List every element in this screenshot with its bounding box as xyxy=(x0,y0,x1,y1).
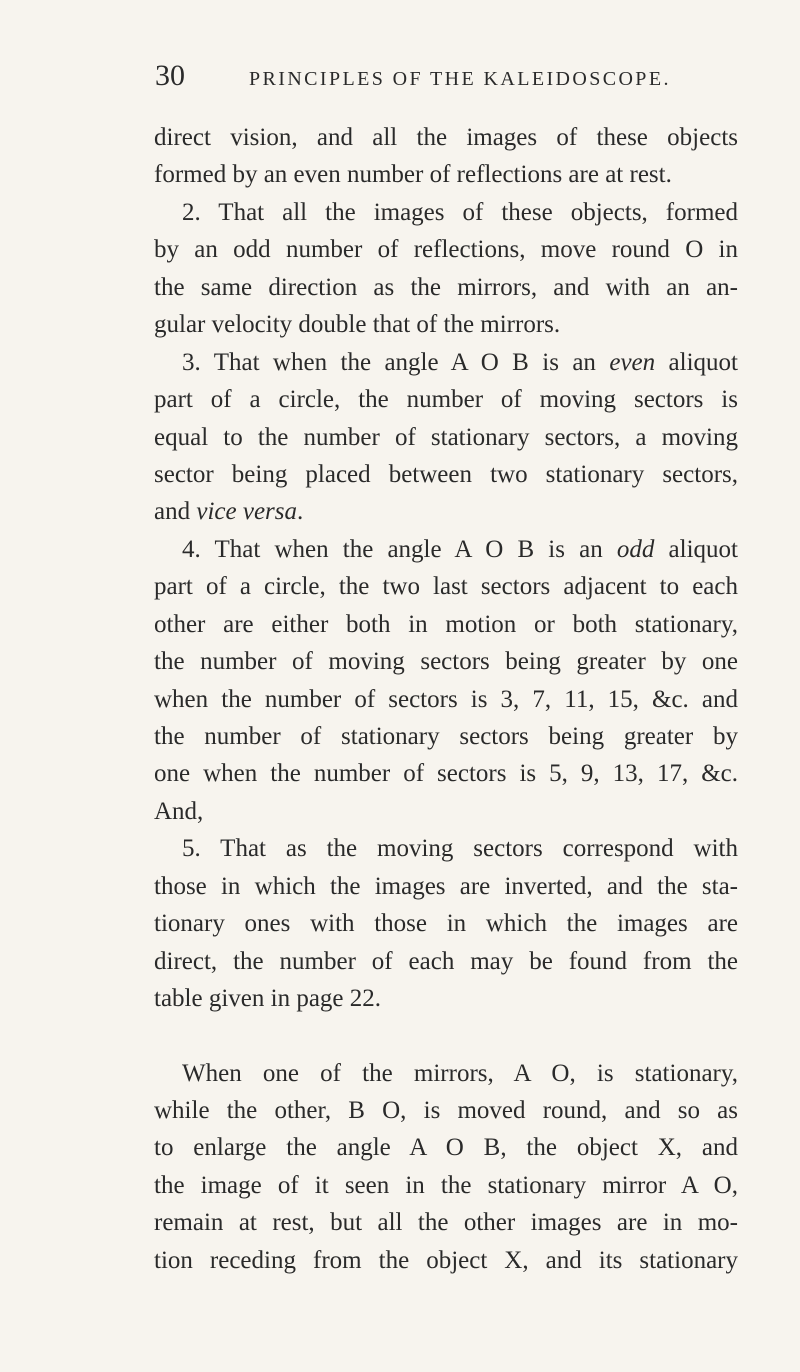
text-run: . xyxy=(297,498,304,526)
text-line: When one of the mirrors, A O, is stationary, xyxy=(182,1059,738,1087)
text-run: and xyxy=(154,498,197,526)
text-line: when the number of sectors is 3, 7, 11, 15, &c. and xyxy=(154,685,738,713)
text-line: by an odd number of reflections, move round O in xyxy=(154,236,738,264)
text-line: gular velocity double that of the mirrors. xyxy=(154,311,561,339)
text-run: aliquot xyxy=(654,535,738,563)
text-line: the number of moving sectors being greater by one xyxy=(154,648,738,676)
text-line: table given in page 22. xyxy=(154,985,382,1013)
text-line: part of a circle, the number of moving sectors is xyxy=(154,386,738,414)
text-line: part of a circle, the two last sectors adjacent to each xyxy=(154,573,738,601)
running-head xyxy=(155,56,735,96)
text-line: the number of stationary sectors being greater by xyxy=(154,723,738,750)
text-line: to enlarge the angle A O B, the object X, and xyxy=(154,1134,738,1162)
text-line: equal to the number of stationary sectors, a moving xyxy=(154,423,738,451)
text-line: the image of it seen in the stationary mirror A O, xyxy=(154,1171,738,1199)
text-line: direct, the number of each may be found from the xyxy=(154,947,738,975)
text-line: And, xyxy=(154,797,204,825)
text-line: 2. That all the images of these objects, formed xyxy=(182,198,738,226)
text-line: tion receding from the object X, and its stationary xyxy=(154,1246,738,1274)
page-number: 30 xyxy=(155,59,185,92)
text-line: one when the number of sectors is 5, 9, 13, 17, &c. xyxy=(154,760,738,788)
text-line xyxy=(154,344,738,381)
italic-word: even xyxy=(609,348,656,376)
text-run: 4. That when the angle A O B is an xyxy=(182,535,617,563)
text-line xyxy=(154,531,738,568)
italic-word: odd xyxy=(616,535,655,563)
text-line: other are either both in motion or both stationary, xyxy=(154,610,738,638)
text-line: the same direction as the mirrors, and with an an- xyxy=(154,273,738,301)
text-run: aliquot xyxy=(655,348,738,376)
text-line: formed by an even number of reflections are at rest. xyxy=(154,161,672,189)
text-line: 5. That as the moving sectors correspond with xyxy=(182,835,738,863)
italic-word: vice versa xyxy=(196,498,297,526)
text-line: direct vision, and all the images of these objects xyxy=(154,124,738,151)
text-run: 3. That when the angle A O B is an xyxy=(182,348,610,376)
text-line xyxy=(154,493,738,530)
running-title: PRINCIPLES OF THE KALEIDOSCOPE. xyxy=(249,68,671,90)
body-text xyxy=(154,119,738,1279)
text-line: while the other, B O, is moved round, and so as xyxy=(154,1096,738,1124)
text-line: tionary ones with those in which the images are xyxy=(154,910,738,938)
text-line: remain at rest, but all the other images are in mo- xyxy=(154,1209,738,1237)
text-line: sector being placed between two stationary sectors, xyxy=(154,460,738,488)
text-line: those in which the images are inverted, and the sta- xyxy=(154,872,738,900)
